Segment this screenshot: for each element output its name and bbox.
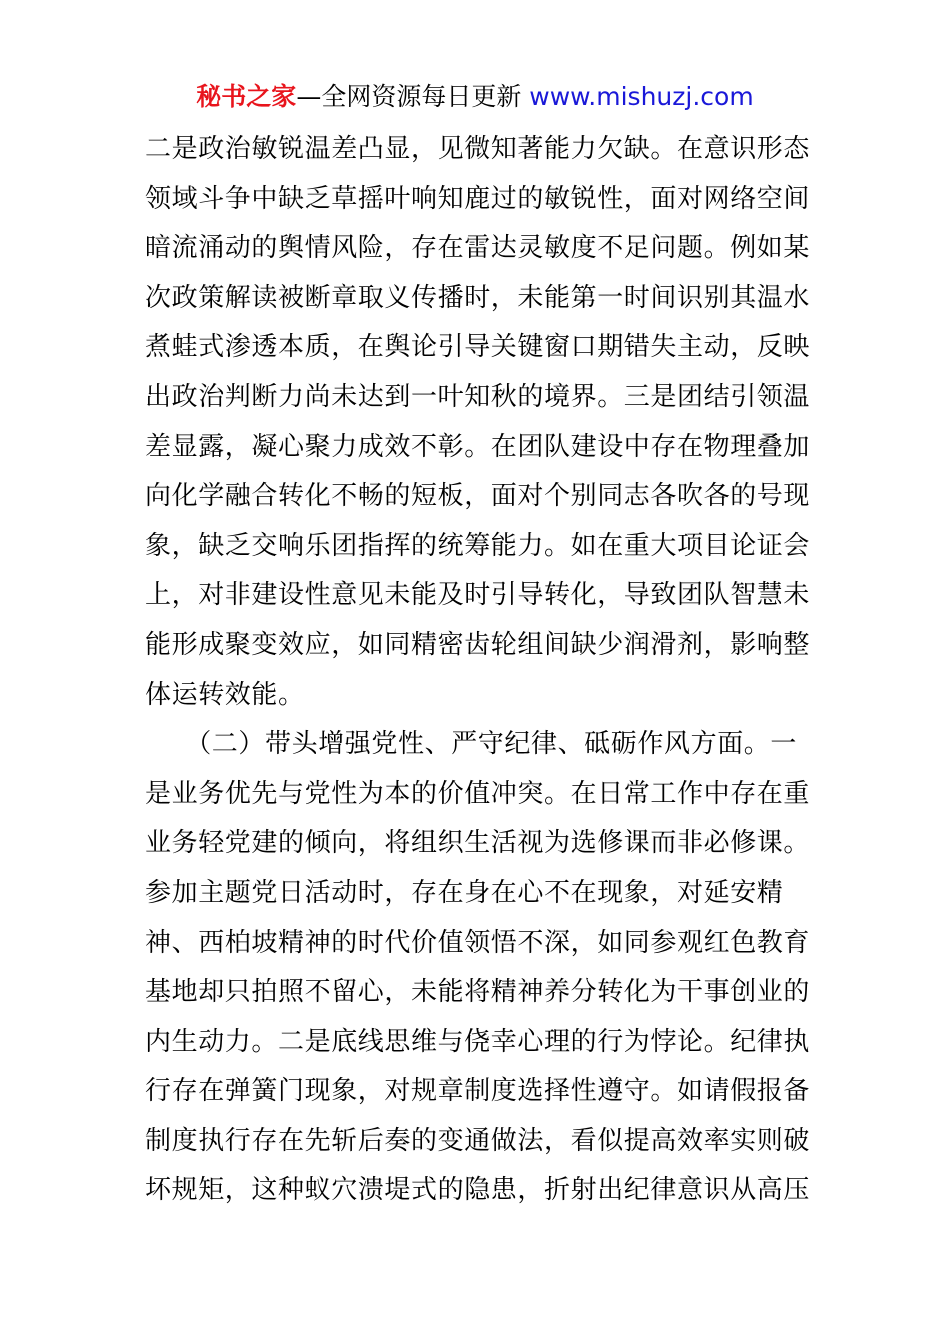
text-line: 次政策解读被断章取义传播时，未能第一时间识别其温水	[145, 282, 811, 313]
text-line: 神、西柏坡精神的时代价值领悟不深，如同参观红色教育	[145, 927, 811, 958]
text-line: 上，对非建设性意见未能及时引导转化，导致团队智慧未	[145, 580, 811, 611]
text-line: 能形成聚变效应，如同精密齿轮组间缺少润滑剂，影响整	[145, 629, 811, 660]
text-line: 领域斗争中缺乏草摇叶响知鹿过的敏锐性，面对网络空间	[145, 183, 811, 214]
text-line: 二是政治敏锐温差凸显，见微知著能力欠缺。在意识形态	[145, 134, 811, 164]
text-line: 差显露，凝心聚力成效不彰。在团队建设中存在物理叠加	[145, 431, 811, 462]
text-line: 体运转效能。	[145, 679, 305, 710]
site-tagline: —全网资源每日更新	[296, 82, 530, 111]
text-line: 坏规矩，这种蚁穴溃堤式的隐患，折射出纪律意识从高压	[145, 1175, 811, 1206]
text-line: （二）带头增强党性、严守纪律、砥砺作风方面。一	[145, 729, 798, 760]
text-line: 参加主题党日活动时，存在身在心不在现象，对延安精	[145, 877, 784, 908]
text-line: 向化学融合转化不畅的短板，面对个别同志各吹各的号现	[145, 481, 811, 512]
text-line: 制度执行存在先斩后奏的变通做法，看似提高效率实则破	[145, 1125, 811, 1156]
text-line: 煮蛙式渗透本质，在舆论引导关键窗口期错失主动，反映	[145, 332, 811, 363]
text-line: 出政治判断力尚未达到一叶知秋的境界。三是团结引领温	[145, 381, 811, 412]
site-url-link[interactable]: www.mishuzj.com	[529, 82, 754, 111]
site-brand: 秘书之家	[196, 82, 297, 111]
text-line: 行存在弹簧门现象，对规章制度选择性遵守。如请假报备	[145, 1076, 811, 1107]
text-line: 内生动力。二是底线思维与侥幸心理的行为悖论。纪律执	[145, 1026, 811, 1057]
text-line: 暗流涌动的舆情风险，存在雷达灵敏度不足问题。例如某	[145, 233, 811, 264]
site-header	[0, 80, 950, 114]
text-line: 是业务优先与党性为本的价值冲突。在日常工作中存在重	[145, 778, 811, 809]
document-body	[145, 125, 825, 1216]
text-line: 业务轻党建的倾向，将组织生活视为选修课而非必修课。	[145, 828, 811, 859]
text-line: 象，缺乏交响乐团指挥的统筹能力。如在重大项目论证会	[145, 530, 811, 561]
text-line: 基地却只拍照不留心，未能将精神养分转化为干事创业的	[145, 977, 811, 1008]
